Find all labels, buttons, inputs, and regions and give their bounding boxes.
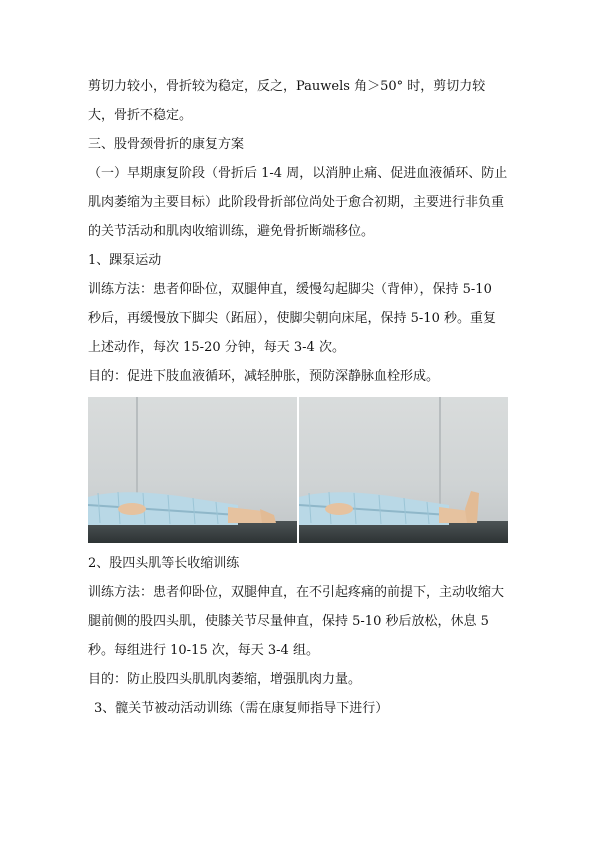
exercise-1-goal: 目的：促进下肢血液循环，减轻肿胀，预防深静脉血栓形成。: [88, 369, 440, 384]
ankle-plantarflexion-photo: [88, 397, 297, 543]
ankle-dorsiflexion-photo: [299, 397, 508, 543]
exercise-1-title: 1、踝泵运动: [88, 253, 162, 268]
exercise-2-title: 2、股四头肌等长收缩训练: [88, 556, 240, 571]
section-heading-rehab-plan: 三、股骨颈骨折的康复方案: [88, 137, 245, 152]
paragraph-early-stage: （一）早期康复阶段（骨折后 1-4 周，以消肿止痛、促进血液循环、防止肌肉萎缩为主要目标）此阶段骨折部位尚处于愈合初期，主要进行非负重的关节活动和肌肉收缩训练，避免骨折断端移位。: [88, 166, 508, 239]
patient-illustration: [299, 397, 493, 543]
exercise-2-method: 训练方法：患者仰卧位，双腿伸直，在不引起疼痛的前提下，主动收缩大腿前侧的股四头肌，使膝关节尽量伸直，保持 5-10 秒后放松，休息 5 秒。每组进行 10-15 次，每天 3-4 组。: [88, 585, 505, 658]
exercise-1-method: 训练方法：患者仰卧位，双腿伸直，缓慢勾起脚尖（背伸），保持 5-10 秒后，再缓慢放下脚尖（跖屈），使脚尖朝向床尾，保持 5-10 秒。重复上述动作，每次 15-20 分钟，每天 3-4 次。: [88, 282, 496, 355]
paragraph-pauwels: 剪切力较小，骨折较为稳定，反之，Pauwels 角＞50° 时，剪切力较大，骨折不稳定。: [88, 79, 486, 123]
document-body: [88, 72, 508, 723]
exercise-2-goal: 目的：防止股四头肌肌肉萎缩，增强肌肉力量。: [88, 672, 362, 687]
patient-illustration: [88, 397, 282, 543]
ankle-pump-figure: [88, 397, 508, 543]
exercise-3-title: 3、髋关节被动活动训练（需在康复师指导下进行）: [94, 701, 389, 716]
